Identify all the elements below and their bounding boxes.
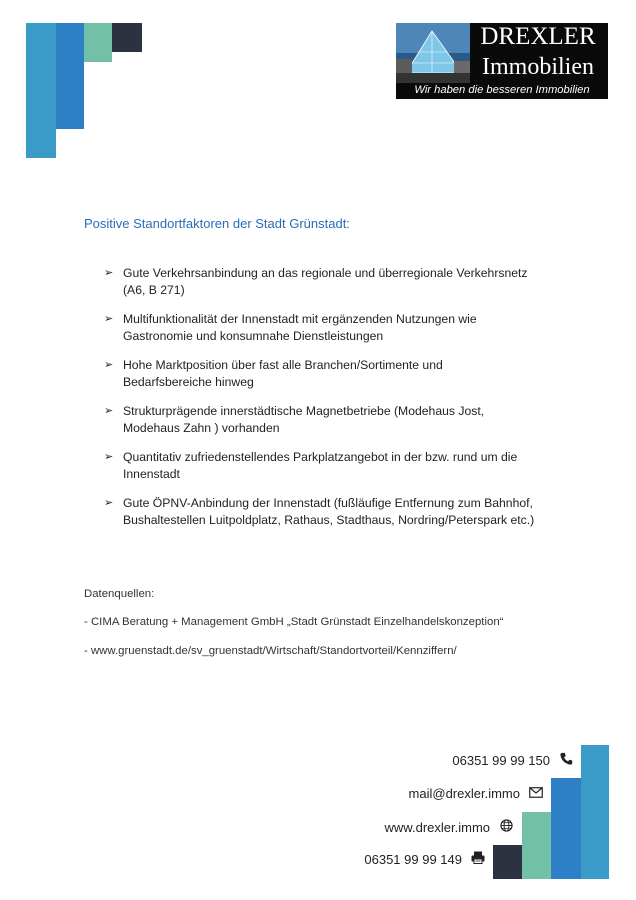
source-link[interactable]: - www.gruenstadt.de/sv_gruenstadt/Wirtschaft/Standortvorteil/Kennziffern/: [84, 645, 457, 657]
section-heading: Positive Standortfaktoren der Stadt Grünstadt:: [84, 216, 350, 231]
list-item: [104, 495, 564, 529]
list-item-text: Hohe Marktposition über fast alle Branchen/Sortimente und: [123, 358, 443, 372]
list-item-text: Gute ÖPNV-Anbindung der Innenstadt (fußläufige Entfernung zum Bahnhof,: [123, 496, 533, 510]
decor-bar: [522, 812, 551, 879]
fax-number[interactable]: 06351 99 99 149: [364, 851, 462, 867]
arrow-bullet-icon: ➢: [104, 497, 114, 509]
list-item-text: Modehaus Zahn ) vorhanden: [123, 421, 280, 435]
sources-title: Datenquellen:: [84, 588, 155, 600]
arrow-bullet-icon: ➢: [104, 359, 114, 371]
arrow-bullet-icon: ➢: [104, 267, 114, 279]
list-item-text: Bedarfsbereiche hinweg: [123, 375, 254, 389]
decor-bar: [581, 745, 609, 879]
list-item-text: Gute Verkehrsanbindung an das regionale und überregionale Verkehrsnetz: [123, 266, 528, 280]
email-address[interactable]: mail@drexler.immo: [408, 786, 520, 801]
contact-fax[interactable]: [364, 851, 486, 867]
list-item-text: Strukturprägende innerstädtische Magnetbetriebe (Modehaus Jost,: [123, 404, 485, 418]
logo-tagline: Wir haben die besseren Immobilien: [414, 84, 590, 96]
arrow-bullet-icon: ➢: [104, 451, 114, 463]
decor-bar: [26, 23, 56, 158]
list-item-text: (A6, B 271): [123, 283, 185, 297]
globe-icon: [498, 819, 514, 835]
list-item: [104, 265, 564, 299]
list-item-text: Bushaltestellen Luitpoldplatz, Rathaus, Stadthaus, Nordring/Peterspark etc.): [123, 513, 535, 527]
list-item: [104, 403, 564, 437]
list-item: [104, 311, 564, 345]
logo-name: DREXLER: [480, 23, 596, 50]
logo-subtitle: Immobilien: [482, 54, 594, 80]
decor-bar: [84, 23, 112, 62]
phone-icon: [558, 752, 574, 768]
decor-bar: [493, 845, 522, 879]
decor-bar: [112, 23, 142, 52]
decor-bar: [551, 778, 581, 879]
building-photo-icon: [396, 23, 470, 83]
list-item-text: Multifunktionalität der Innenstadt mit ergänzenden Nutzungen wie: [123, 312, 477, 326]
factor-list: [104, 265, 564, 541]
phone-number[interactable]: 06351 99 99 150: [452, 752, 550, 768]
decor-bar: [56, 23, 84, 129]
arrow-bullet-icon: ➢: [104, 405, 114, 417]
list-item-text: Gastronomie und konsumnahe Dienstleistungen: [123, 329, 384, 343]
company-logo: [396, 23, 608, 99]
list-item: [104, 357, 564, 391]
fax-printer-icon: [470, 851, 486, 867]
list-item-text: Innenstadt: [123, 467, 180, 481]
arrow-bullet-icon: ➢: [104, 313, 114, 325]
list-item: [104, 449, 564, 483]
website-url[interactable]: www.drexler.immo: [384, 819, 490, 835]
source-item: - CIMA Beratung + Management GmbH „Stadt Grünstadt Einzelhandelskonzeption“: [84, 616, 504, 628]
contact-web[interactable]: [385, 819, 514, 835]
list-item-text: Quantitativ zufriedenstellendes Parkplatzangebot in der bzw. rund um die: [123, 450, 518, 464]
mail-icon: [528, 786, 544, 801]
contact-phone[interactable]: [452, 752, 574, 768]
contact-email[interactable]: [409, 786, 544, 801]
